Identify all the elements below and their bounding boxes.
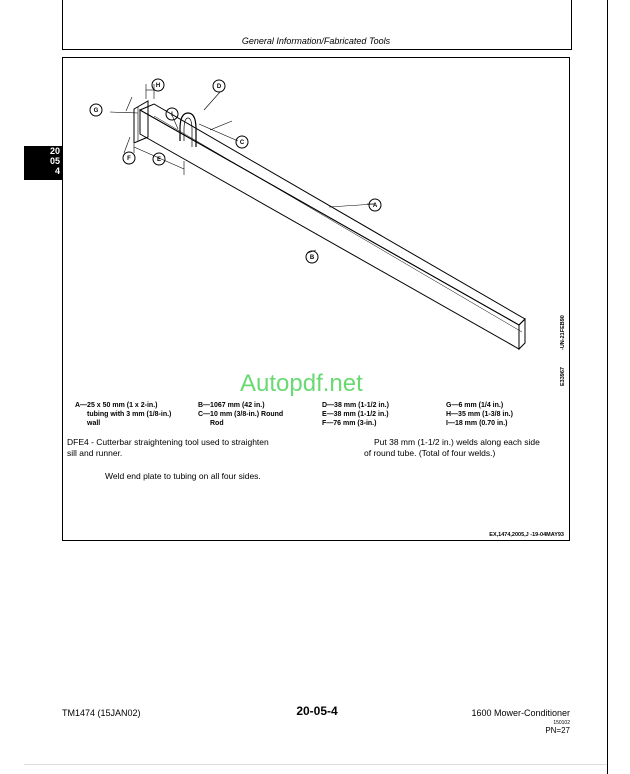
date-code: 150102	[553, 720, 570, 726]
watermark-text: Autopdf.net	[240, 370, 363, 397]
page-number: 20-05-4	[296, 704, 338, 718]
section-tab-line-1: 20	[49, 146, 60, 156]
legend-item: C—10 mm (3/8-in.) Round	[198, 411, 284, 418]
callout-g-label: G	[93, 108, 99, 114]
figure-side-code-2: E33967	[560, 367, 566, 386]
page-edge-line	[607, 0, 608, 774]
section-tab-line-2: 05	[49, 156, 60, 166]
section-tab-line-3: 4	[54, 166, 60, 176]
callout-b-label: B	[309, 255, 315, 261]
legend-column-1	[75, 401, 171, 428]
page-pn: PN=27	[545, 726, 570, 735]
description-line: of round tube. (Total of four welds.)	[364, 448, 496, 458]
bottom-divider	[24, 764, 607, 765]
legend-item: Rod	[210, 420, 224, 427]
figure-side-code-1: -UN-21FEB90	[560, 315, 566, 350]
weld-instruction	[364, 437, 564, 459]
legend-item: F—76 mm (3-in.)	[322, 420, 377, 427]
legend-item: A—25 x 50 mm (1 x 2-in.)	[75, 402, 158, 409]
callout-h-label: H	[155, 83, 161, 89]
legend-column-4	[446, 401, 513, 428]
legend-item: H—35 mm (1-3/8 in.)	[446, 411, 513, 418]
legend-item: B—1067 mm (42 in.)	[198, 402, 265, 409]
tube-side-face	[140, 110, 519, 349]
reference-code: EX,1474,2005,J -19-04MAY93	[489, 532, 564, 538]
section-tab	[24, 146, 62, 180]
page-header-title: General Information/Fabricated Tools	[241, 36, 391, 46]
callout-d-label: D	[216, 84, 222, 90]
description-line: DFE4 - Cutterbar straightening tool used to straighten	[67, 437, 269, 447]
legend-item: wall	[87, 420, 101, 427]
weld-note: Weld end plate to tubing on all four sides.	[105, 471, 261, 481]
callout-a-label: A	[372, 203, 378, 209]
legend-column-3	[322, 401, 389, 428]
legend-item: E—38 mm (1-1/2 in.)	[322, 411, 389, 418]
tube-top-face	[140, 104, 525, 325]
manual-id: TM1474 (15JAN02)	[62, 708, 141, 718]
callout-c-label: C	[239, 140, 245, 146]
legend-item: G—6 mm (1/4 in.)	[446, 402, 504, 409]
cutterbar-tool-illustration	[62, 57, 570, 387]
legend-item: I—18 mm (0.70 in.)	[446, 420, 508, 427]
legend-item: tubing with 3 mm (1/8-in.)	[87, 411, 172, 418]
callout-e-label: E	[156, 157, 162, 163]
callout-i-label: I	[171, 112, 173, 118]
description-line: Put 38 mm (1-1/2 in.) welds along each side	[374, 437, 540, 447]
description-line: sill and runner.	[67, 448, 123, 458]
product-name: 1600 Mower-Conditioner	[471, 708, 570, 718]
legend-item: D—38 mm (1-1/2 in.)	[322, 402, 389, 409]
callout-f-label: F	[127, 156, 131, 162]
tube-end-face	[519, 319, 525, 349]
tool-description	[67, 437, 317, 459]
legend-column-2	[198, 401, 283, 428]
